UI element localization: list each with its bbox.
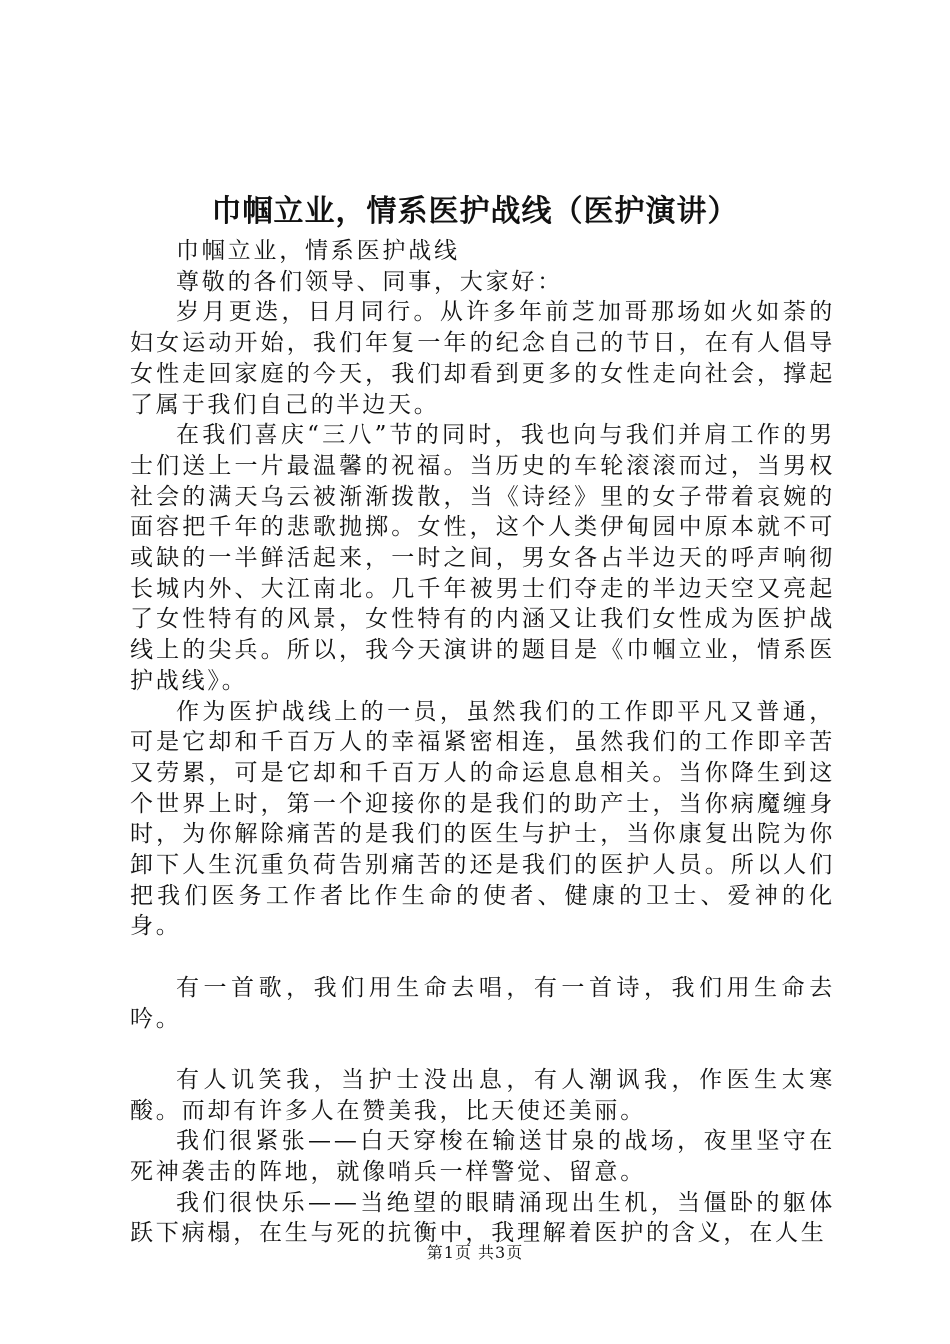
paragraph: 有人讥笑我，当护士没出息，有人潮讽我，作医生太寒酸。而却有许多人在赞美我，比天使还美丽。 [130, 1066, 835, 1124]
paragraph: 作为医护战线上的一员，虽然我们的工作即平凡又普通，可是它却和千百万人的幸福紧密相连，虽然我们的工作即辛苦又劳累，可是它却和千百万人的命运息息相关。当你降生到这个世界上时，第一个迎接你的是我们的助产士，当你病魔缠身时，为你解除痛苦的是我们的医生与护士，当你康复出院为你卸下人生沉重负荷告别痛苦的还是我们的医护人员。所以人们把我们医务工作者比作生命的使者、健康的卫士、爱神的化身。 [130, 698, 835, 940]
paragraph: 有一首歌，我们用生命去唱，有一首诗，我们用生命去吟。 [130, 974, 835, 1032]
page-footer: 第1页 共3页 [426, 1243, 524, 1262]
paragraph: 我们很快乐——当绝望的眼睛涌现出生机，当僵卧的躯体跃下病榻，在生与死的抗衡中，我理解着医护的含义，在人生 [130, 1189, 835, 1247]
paragraph: 在我们喜庆“三八”节的同时，我也向与我们并肩工作的男士们送上一片最温馨的祝福。当历史的车轮滚滚而过，当男权社会的满天乌云被渐渐拨散，当《诗经》里的女子带着哀婉的面容把千年的悲歌抛掷。女性，这个人类伊甸园中原本就不可或缺的一半鲜活起来，一时之间，男女各占半边天的呼声响彻长城内外、大江南北。几千年被男士们夺走的半边天空又亮起了女性特有的风景，女性特有的内涵又让我们女性成为医护战线上的尖兵。所以，我今天演讲的题目是《巾帼立业，情系医护战线》。 [130, 422, 835, 694]
paragraph: 我们很紧张——白天穿梭在输送甘泉的战场，夜里坚守在死神袭击的阵地，就像哨兵一样警觉、留意。 [130, 1128, 835, 1186]
document-body [130, 236, 835, 1249]
paragraph: 岁月更迭，日月同行。从许多年前芝加哥那场如火如荼的妇女运动开始，我们年复一年的纪念自己的节日，在有人倡导女性走回家庭的今天，我们却看到更多的女性走向社会，撑起了属于我们自己的半边天。 [130, 299, 835, 418]
paragraph-greeting: 尊敬的各们领导、同事，大家好： [176, 268, 563, 295]
document-title: 巾帼立业，情系医护战线（医护演讲） [211, 194, 739, 229]
paragraph-subtitle: 巾帼立业，情系医护战线 [176, 238, 460, 264]
